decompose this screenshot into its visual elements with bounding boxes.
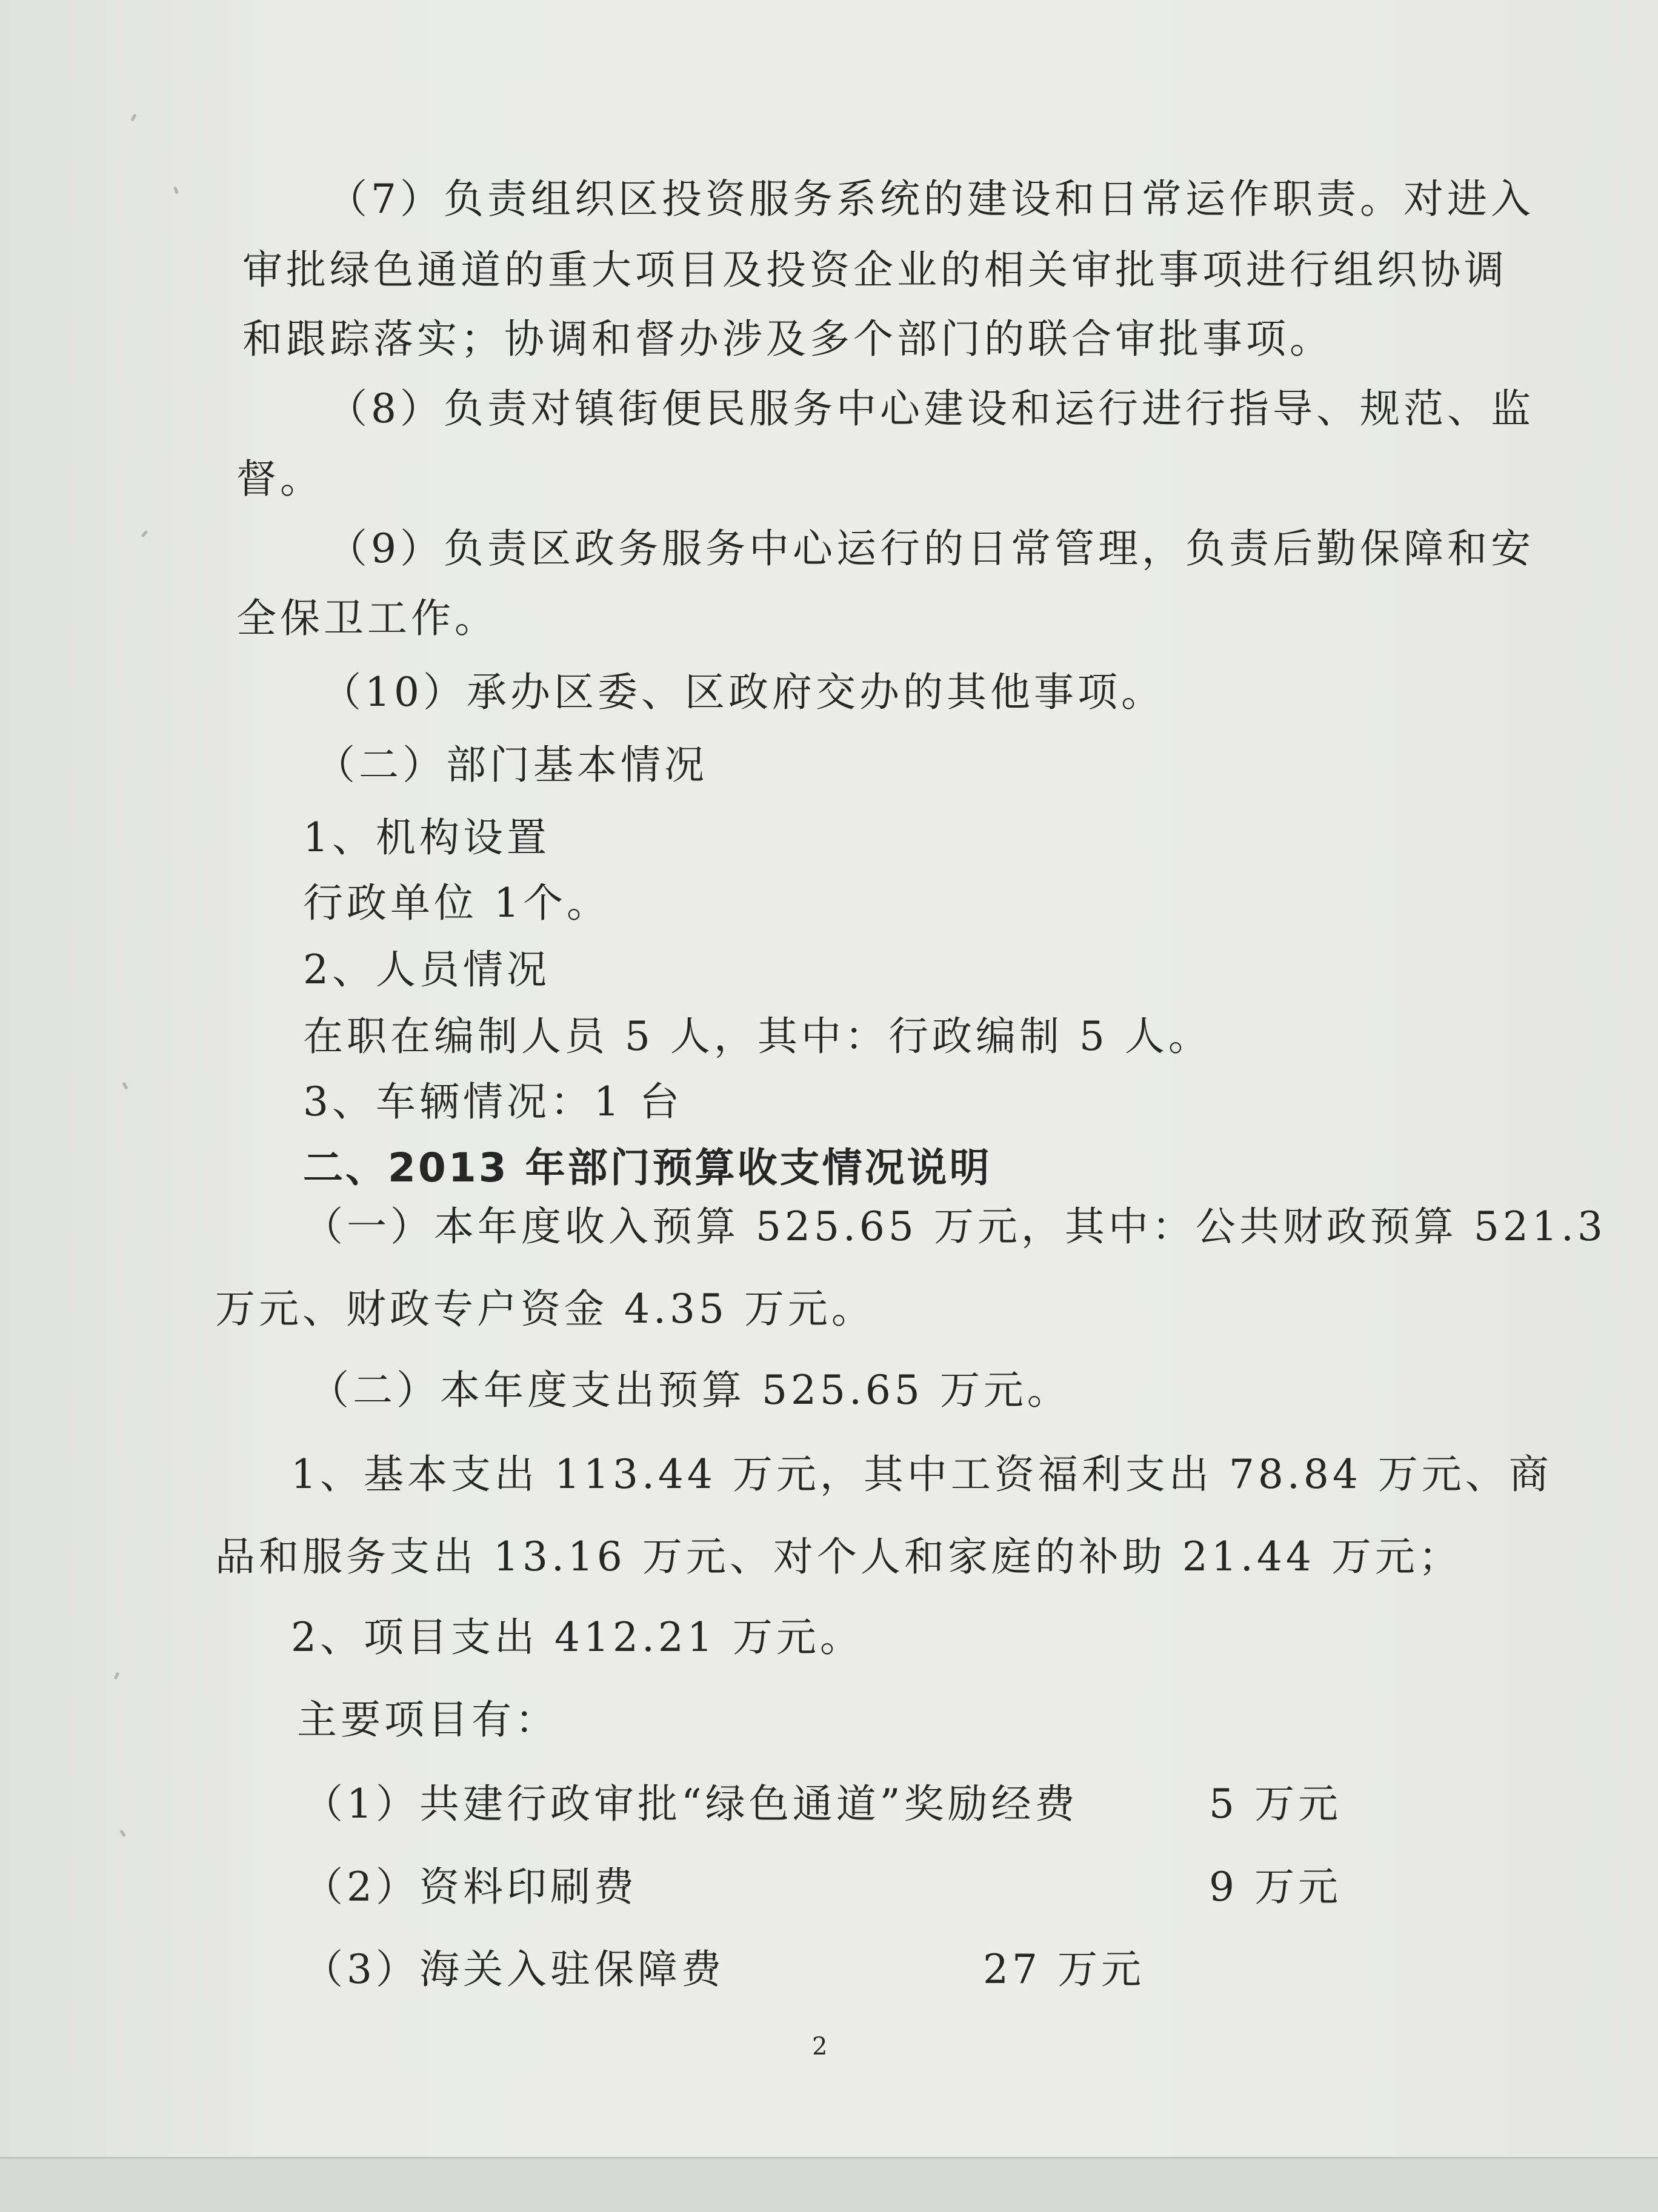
basic-expenditure-line-2: 品和服务支出 13.16 万元、对个人和家庭的补助 21.44 万元； — [215, 1533, 1462, 1580]
income-budget-line-1: （一）本年度收入预算 525.65 万元，其中：公共财政预算 521.3 — [303, 1203, 1606, 1250]
project-2-amount: 9 万元 — [1209, 1864, 1342, 1910]
paragraph-9-line-1: （9）负责区政务服务中心运行的日常管理，负责后勤保障和安 — [327, 525, 1534, 572]
project-1-amount: 5 万元 — [1209, 1781, 1342, 1827]
paragraph-10: （10）承办区委、区政府交办的其他事项。 — [321, 669, 1165, 716]
project-3-label: （3）海关入驻保障费 — [303, 1946, 725, 1993]
item-staffing-detail: 在职在编制人员 5 人，其中：行政编制 5 人。 — [303, 1013, 1212, 1060]
paper-speck — [119, 1830, 126, 1838]
item-org-setup: 1、机构设置 — [303, 814, 550, 861]
paragraph-8-line-2: 督。 — [236, 456, 324, 502]
project-2-label: （2）资料印刷费 — [303, 1864, 638, 1910]
paper-speck — [130, 114, 136, 122]
paper-speck — [114, 1672, 120, 1680]
paragraph-8-line-1: （8）负责对镇街便民服务中心建设和运行进行指导、规范、监 — [327, 385, 1534, 432]
item-staffing: 2、人员情况 — [303, 946, 550, 993]
item-vehicles: 3、车辆情况：1 台 — [303, 1078, 683, 1125]
paragraph-7-line-3: 和跟踪落实；协调和督办涉及多个部门的联合审批事项。 — [242, 316, 1333, 362]
section-dept-basic-info: （二）部门基本情况 — [315, 742, 708, 788]
paragraph-9-line-2: 全保卫工作。 — [236, 595, 498, 642]
project-1-label: （1）共建行政审批“绿色通道”奖励经费 — [303, 1781, 1079, 1827]
paragraph-7-line-1: （7）负责组织区投资服务系统的建设和日常运作职责。对进入 — [327, 176, 1534, 222]
project-3-amount: 27 万元 — [983, 1946, 1145, 1993]
section-budget-heading: 二、2013 年部门预算收支情况说明 — [303, 1144, 992, 1191]
page-number: 2 — [812, 2033, 828, 2061]
main-projects-label: 主要项目有： — [297, 1696, 559, 1743]
page-bottom-edge — [0, 2157, 1658, 2212]
paragraph-7-line-2: 审批绿色通道的重大项目及投资企业的相关审批事项进行组织协调 — [242, 247, 1508, 293]
expenditure-budget: （二）本年度支出预算 525.65 万元。 — [309, 1367, 1071, 1413]
paper-speck — [173, 187, 179, 194]
basic-expenditure-line-1: 1、基本支出 113.44 万元，其中工资福利支出 78.84 万元、商 — [291, 1451, 1553, 1498]
paper-speck — [122, 1082, 128, 1090]
income-budget-line-2: 万元、财政专户资金 4.35 万元。 — [215, 1286, 875, 1332]
project-expenditure: 2、项目支出 412.21 万元。 — [291, 1614, 864, 1661]
paper-speck — [141, 530, 148, 537]
item-org-setup-detail: 行政单位 1个。 — [303, 880, 610, 926]
